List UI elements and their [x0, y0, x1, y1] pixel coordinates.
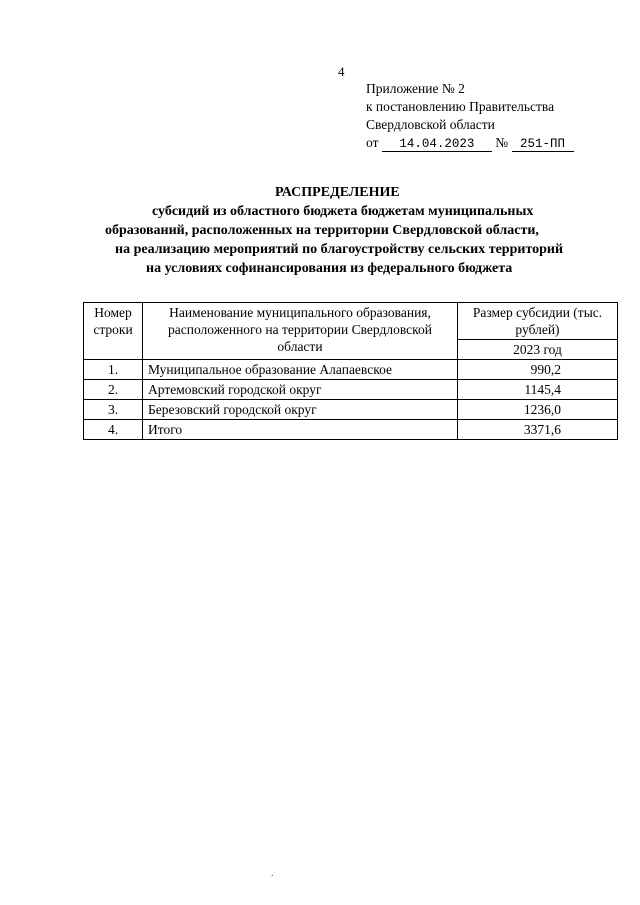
title-line-2: образований, расположенных на территории Свердловской области,	[105, 223, 539, 238]
resolution-date: 14.04.2023	[382, 137, 492, 152]
row-municipality: Артемовский городской округ	[143, 380, 458, 400]
table-row-total	[84, 420, 618, 440]
appendix-header	[366, 80, 574, 152]
row-number: 1.	[84, 360, 143, 380]
title-heading: РАСПРЕДЕЛЕНИЕ	[275, 185, 400, 200]
document-title	[60, 183, 620, 278]
subsidy-table	[83, 302, 618, 440]
row-municipality: Итого	[143, 420, 458, 440]
footer-mark: .	[271, 868, 274, 879]
row-number: 2.	[84, 380, 143, 400]
appendix-title: Приложение № 2	[366, 81, 465, 96]
appendix-date-line	[366, 134, 574, 152]
resolution-number: 251-ПП	[512, 137, 574, 152]
number-prefix: №	[495, 135, 509, 150]
row-municipality: Муниципальное образование Алапаевское	[143, 360, 458, 380]
date-prefix: от	[366, 135, 379, 150]
table-row	[84, 380, 618, 400]
page-number: 4	[338, 64, 345, 79]
table-header-row	[84, 303, 618, 340]
row-amount: 3371,6	[458, 420, 618, 440]
row-number: 4.	[84, 420, 143, 440]
title-line-3: на реализацию мероприятий по благоустройству сельских территорий	[115, 242, 564, 257]
appendix-region-line: Свердловской области	[366, 117, 495, 132]
row-amount: 1236,0	[458, 400, 618, 420]
title-line-4: на условиях софинансирования из федерального бюджета	[146, 261, 513, 276]
row-amount: 990,2	[458, 360, 618, 380]
header-subsidy-amount: Размер субсидии (тыс. рублей)	[458, 303, 618, 340]
table-row	[84, 400, 618, 420]
row-municipality: Березовский городской округ	[143, 400, 458, 420]
table-row	[84, 360, 618, 380]
header-row-number: Номер строки	[84, 303, 143, 360]
appendix-resolution-line: к постановлению Правительства	[366, 99, 555, 114]
title-line-1: субсидий из областного бюджета бюджетам муниципальных	[152, 204, 534, 219]
row-amount: 1145,4	[458, 380, 618, 400]
row-number: 3.	[84, 400, 143, 420]
header-year: 2023 год	[458, 340, 618, 360]
header-municipality: Наименование муниципального образования, расположенного на территории Свердловской области	[143, 303, 458, 360]
